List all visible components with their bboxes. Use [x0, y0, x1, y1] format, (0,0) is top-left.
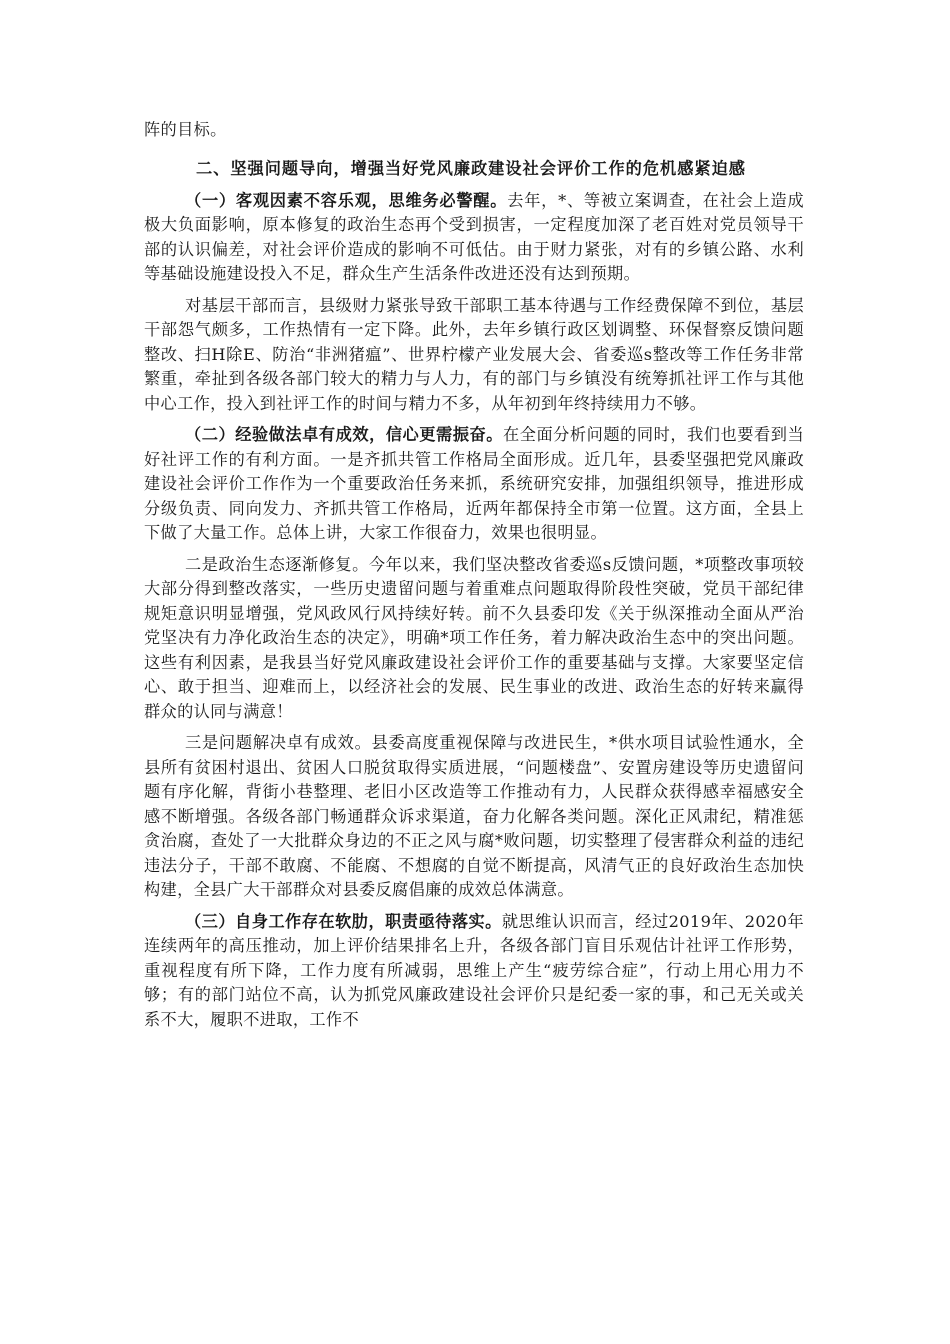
continued-line: 阵的目标。 [144, 120, 227, 139]
paragraph-3 [144, 423, 804, 546]
paragraph-6 [144, 910, 804, 1033]
paragraph-3-body: 在全面分析问题的同时，我们也要看到当好社评工作的有利方面。一是齐抓共管工作格局全面形成。近几年，县委坚强把党风廉政建设社会评价工作作为一个重要政治任务来抓，系统研究安排，加强组织领导，推进形成分级负责、同向发力、齐抓共管工作格局，近两年都保持全市第一位置。这方面，全县上下做了大量工作。总体上讲，大家工作很奋力，效果也很明显。 [144, 425, 804, 542]
paragraph-5 [144, 731, 804, 903]
section-heading: 二、坚强问题导向，增强当好党风廉政建设社会评价工作的危机感紧迫感 [196, 158, 746, 178]
document-body [144, 118, 804, 1032]
paragraph-1-lead: （一）客观因素不容乐观，思维务必警醒。 [185, 190, 508, 210]
paragraph-6-body: 就思维认识而言，经过2019年、2020年连续两年的高压推动，加上评价结果排名上升，各级各部门盲目乐观估计社评工作形势，重视程度有所下降，工作力度有所减弱，思维上产生“疲劳综合症”，行动上用心用力不够；有的部门站位不高，认为抓党风廉政建设社会评价只是纪委一家的事，和己无关或关系不大，履职不进取，工作不 [144, 911, 804, 1029]
paragraph-2-body: 对基层干部而言，县级财力紧张导致干部职工基本待遇与工作经费保障不到位，基层干部怨气颇多，工作热情有一定下降。此外，去年乡镇行政区划调整、环保督察反馈问题整改、扫H除E、防治“非洲猪瘟”、世界柠檬产业发展大会、省委巡s整改等工作任务非常繁重，牵扯到各级各部门较大的精力与人力，有的部门与乡镇没有统筹抓社评工作与其他中心工作，投入到社评工作的时间与精力不多，从年初到年终持续用力不够。 [144, 295, 804, 413]
paragraph-2 [144, 294, 804, 417]
paragraph-1 [144, 189, 804, 287]
paragraph-4 [144, 553, 804, 725]
paragraph-4-body: 二是政治生态逐渐修复。今年以来，我们坚决整改省委巡s反馈问题，*项整改事项较大部分得到整改落实，一些历史遗留问题与着重难点问题取得阶段性突破，党员干部纪律规矩意识明显增强，党风政风行风持续好转。前不久县委印发《关于纵深推动全面从严治党坚决有力净化政治生态的决定》，明确*项工作任务，着力解决政治生态中的突出问题。这些有利因素，是我县当好党风廉政建设社会评价工作的重要基础与支撑。大家要坚定信心、敢于担当、迎难而上，以经济社会的发展、民生事业的改进、政治生态的好转来赢得群众的认同与满意！ [144, 554, 804, 721]
paragraph-5-body: 三是问题解决卓有成效。县委高度重视保障与改进民生，*供水项目试验性通水，全县所有贫困村退出、贫困人口脱贫取得实质进展，“问题楼盘”、安置房建设等历史遗留问题有序化解，背街小巷整理、老旧小区改造等工作推动有力，人民群众获得感幸福感安全感不断增强。各级各部门畅通群众诉求渠道，奋力化解各类问题。深化正风肃纪，精准惩贪治腐，查处了一大批群众身边的不正之风与腐*败问题，切实整理了侵害群众利益的违纪违法分子，干部不敢腐、不能腐、不想腐的自觉不断提高，风清气正的良好政治生态加快构建，全县广大干部群众对县委反腐倡廉的成效总体满意。 [144, 733, 804, 899]
section-heading-block [144, 155, 804, 183]
paragraph-3-lead: （二）经验做法卓有成效，信心更需振奋。 [185, 425, 503, 444]
paragraph-6-lead: （三）自身工作存在软肋，职责亟待落实。 [185, 911, 502, 931]
paragraph-1-body: 去年，*、等被立案调查，在社会上造成极大负面影响，原本修复的政治生态再个受到损害，一定程度加深了老百姓对党员领导干部的认识偏差，对社会评价造成的影响不可低估。由于财力紧张，对有的乡镇公路、水利等基础设施建设投入不足，群众生产生活条件改进还没有达到预期。 [144, 190, 804, 283]
